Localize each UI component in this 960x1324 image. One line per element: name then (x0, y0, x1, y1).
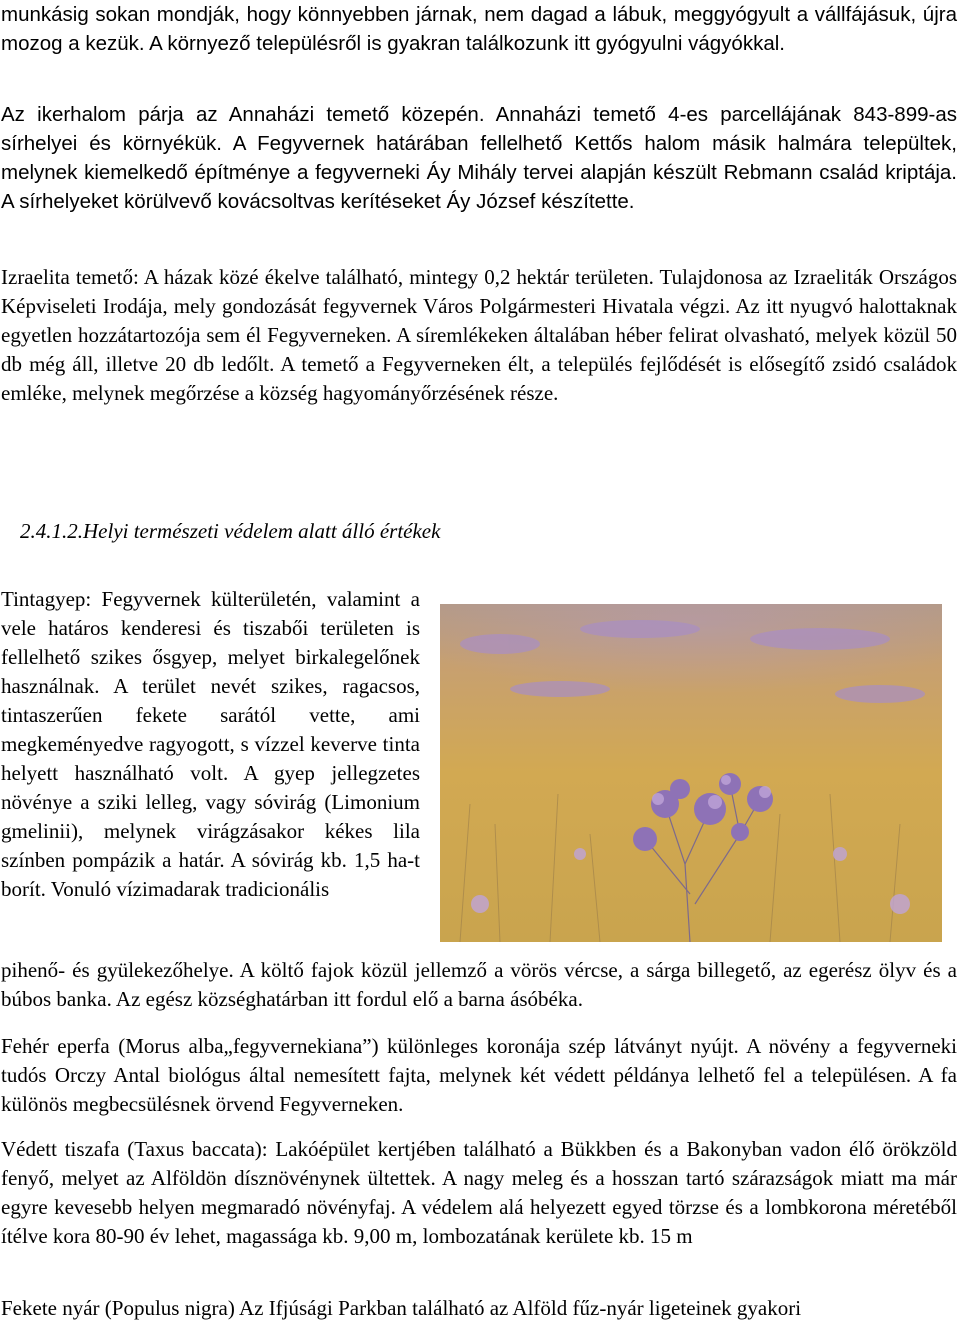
paragraph-feher-eperfa: Fehér eperfa (Morus alba„fegyvernekiana”) különleges koronája szép látványt nyújt. A növény a fegyverneki tudós Orczy Antal biológus által nemesített fajta, melynek két védett példánya lelhető fel a településen. A fa különös megbecsülésnek örvend Fegyverneken. (1, 1034, 957, 1116)
paragraph-healing: munkásig sokan mondják, hogy könnyebben járnak, nem dagad a lábuk, meggyógyult a vállfájásuk, újra mozog a kezük. A környező településről is gyakran találkozunk itt gyógyulni vágyókkal. (1, 3, 957, 55)
paragraph-tintagyep-continued: pihenő- és gyülekezőhelye. A költő fajok közül jellemző a vörös vércse, a sárga billegető, az egerész ölyv és a búbos banka. Az egész községhatárban itt fordul elő a barna ásóbéka. (1, 958, 957, 1011)
photo-soviragos-gyep (440, 604, 942, 942)
paragraph-ikerhalom: Az ikerhalom párja az Annaházi temető közepén. Annaházi temető 4-es parcellájának 843-899-as sírhelyei és környékük. A Fegyvernek határában fellelhető Kettős halom másik halmára települtek, melynek kiemelkedő építménye a fegyverneki Áy Mihály tervei alapján készült Rebmann család kriptája. A sírhelyeket körülvevő kovácsoltvas kerítéseket Áy József készítette. (1, 103, 957, 213)
paragraph-vedett-tiszafa: Védett tiszafa (Taxus baccata): Lakóépület kertjében található a Bükkben és a Bakonyban vadon élő örökzöld fenyő, melyet az Alföldön dísznövénynek ültettek. A nagy meleg és a hosszan tartó szárazságok miatt ma már egyre kevesebb helyen megmaradó növényfaj. A védelem alá helyezett egyed törzse és a lombkorona méretéből ítélve kora 80-90 év lehet, magassága kb. 9,00 m, lombozatának kerülete kb. 15 m (1, 1137, 957, 1248)
section-heading: 2.4.1.2.Helyi természeti védelem alatt álló értékek (20, 519, 441, 543)
paragraph-izraelita-temeto: Izraelita temető: A házak közé ékelve található, mintegy 0,2 hektár területen. Tulajdonosa az Izraeliták Országos Képviseleti Irodája, mely gondozását fegyvernek Város Polgármesteri Hivatala végzi. Az itt nyugvó halottaknak egyetlen hozzátartozója sem él Fegyverneken. A síremlékeken általában héber felirat olvasható, melyek közül 50 db még áll, illetve 20 db ledőlt. A temető a Fegyverneken élt, a település fejlődését is elősegítő zsidó családok emléke, melynek megőrzése a község hagyományőrzésének része. (1, 265, 957, 405)
paragraph-tintagyep: Tintagyep: Fegyvernek külterületén, valamint a vele határos kenderesi és tiszabői területen is fellelhető szikes ősgyep, melyet birkalegelőnek használnak. A terület nevét szikes, ragacsos, tintaszerűen fekete sarától vette, ami megkeményedve ragyogott, s vízzel keverve tinta helyett használható volt. A gyep jellegzetes növénye a sziki lelleg, vagy sóvirág (Limonium gmelinii), melynek virágzásakor kékes lila színben pompázik a határ. A sóvirág kb. 1,5 ha-t borít. Vonuló vízimadarak tradicionális (1, 587, 420, 901)
paragraph-fekete-nyar: Fekete nyár (Populus nigra) Az Ifjúsági Parkban található az Alföld fűz-nyár ligeteinek gyakori (1, 1296, 802, 1320)
